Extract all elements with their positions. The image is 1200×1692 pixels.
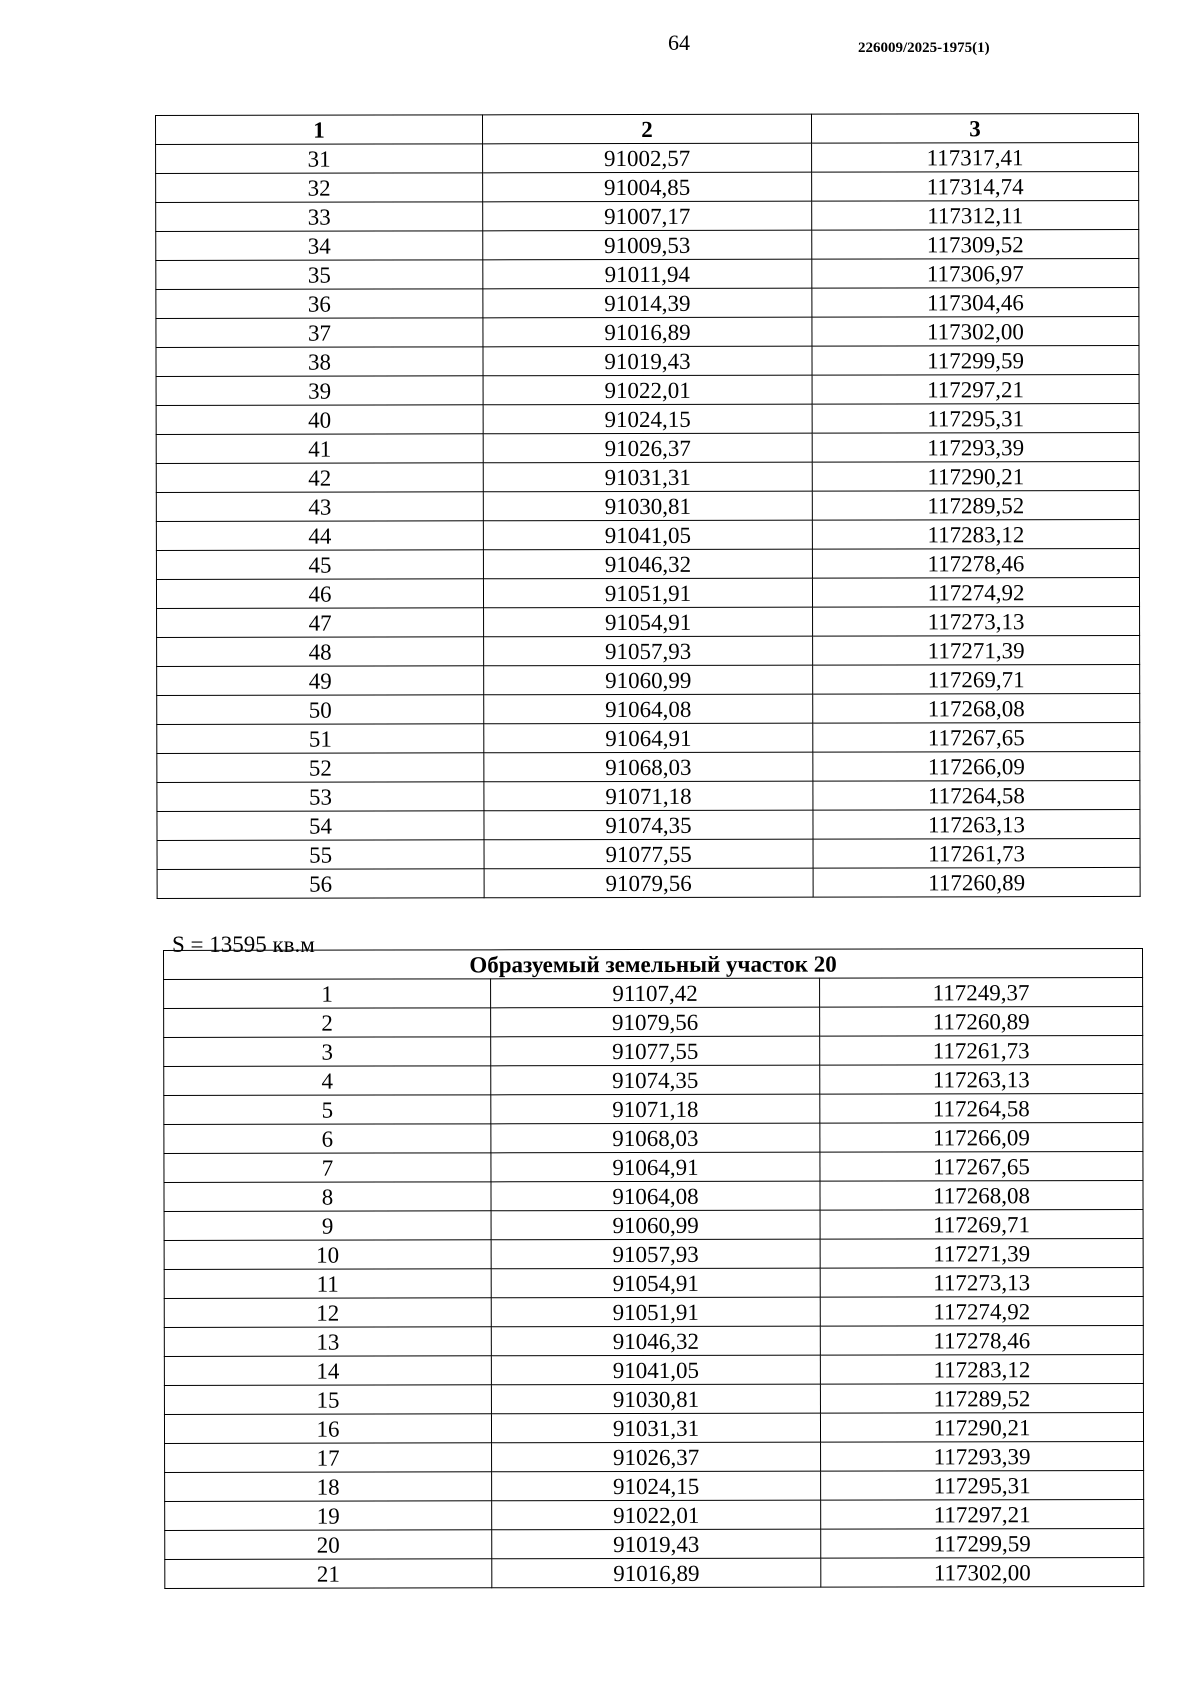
y-coordinate-cell: 117314,74 bbox=[812, 171, 1139, 201]
point-number-cell: 41 bbox=[156, 434, 483, 464]
x-coordinate-cell: 91068,03 bbox=[484, 752, 813, 782]
x-coordinate-cell: 91077,55 bbox=[491, 1036, 820, 1066]
x-coordinate-cell: 91011,94 bbox=[483, 259, 812, 289]
y-coordinate-cell: 117299,59 bbox=[821, 1528, 1144, 1558]
y-coordinate-cell: 117299,59 bbox=[812, 345, 1139, 375]
table-row bbox=[157, 664, 1140, 695]
point-number-cell: 6 bbox=[164, 1124, 491, 1154]
point-number-cell: 4 bbox=[164, 1066, 491, 1096]
point-number-cell: 11 bbox=[164, 1269, 491, 1299]
point-number-cell: 10 bbox=[164, 1240, 491, 1270]
point-number-cell: 8 bbox=[164, 1182, 491, 1212]
x-coordinate-cell: 91024,15 bbox=[483, 404, 812, 434]
point-number-cell: 52 bbox=[157, 753, 484, 783]
y-coordinate-cell: 117271,39 bbox=[813, 635, 1140, 665]
x-coordinate-cell: 91071,18 bbox=[491, 1094, 820, 1124]
point-number-cell: 34 bbox=[156, 231, 483, 261]
table-row bbox=[165, 1470, 1144, 1501]
x-coordinate-cell: 91002,57 bbox=[483, 143, 812, 173]
table-row bbox=[164, 1006, 1143, 1037]
x-coordinate-cell: 91014,39 bbox=[483, 288, 812, 318]
y-coordinate-cell: 117264,58 bbox=[813, 780, 1140, 810]
x-coordinate-cell: 91071,18 bbox=[484, 781, 813, 811]
table-body bbox=[156, 142, 1141, 898]
table-row bbox=[157, 809, 1140, 840]
x-coordinate-cell: 91077,55 bbox=[484, 839, 813, 869]
point-number-cell: 31 bbox=[156, 144, 483, 174]
point-number-cell: 37 bbox=[156, 318, 483, 348]
y-coordinate-cell: 117297,21 bbox=[812, 374, 1139, 404]
table-row bbox=[165, 1499, 1144, 1530]
parcel-title: Образуемый земельный участок 20 bbox=[164, 948, 1143, 979]
x-coordinate-cell: 91024,15 bbox=[492, 1471, 821, 1501]
point-number-cell: 2 bbox=[164, 1008, 491, 1038]
y-coordinate-cell: 117261,73 bbox=[813, 838, 1140, 868]
page-number: 64 bbox=[668, 30, 690, 55]
point-number-cell: 43 bbox=[156, 492, 483, 522]
x-coordinate-cell: 91057,93 bbox=[491, 1239, 820, 1269]
point-number-cell: 5 bbox=[164, 1095, 491, 1125]
column-header: 3 bbox=[811, 113, 1138, 143]
table-row bbox=[157, 751, 1140, 782]
point-number-cell: 18 bbox=[165, 1472, 492, 1502]
table-row bbox=[156, 461, 1139, 492]
table-row bbox=[156, 142, 1139, 173]
y-coordinate-cell: 117266,09 bbox=[820, 1122, 1143, 1152]
x-coordinate-cell: 91041,05 bbox=[491, 1355, 820, 1385]
y-coordinate-cell: 117260,89 bbox=[813, 867, 1140, 897]
point-number-cell: 42 bbox=[156, 463, 483, 493]
x-coordinate-cell: 91030,81 bbox=[491, 1384, 820, 1414]
x-coordinate-cell: 91046,32 bbox=[491, 1326, 820, 1356]
x-coordinate-cell: 91051,91 bbox=[491, 1297, 820, 1327]
table-row bbox=[164, 1325, 1143, 1356]
point-number-cell: 45 bbox=[156, 550, 483, 580]
x-coordinate-cell: 91060,99 bbox=[484, 665, 813, 695]
y-coordinate-cell: 117293,39 bbox=[812, 432, 1139, 462]
table-row bbox=[164, 1035, 1143, 1066]
point-number-cell: 38 bbox=[156, 347, 483, 377]
area-note: S = 13595 кв.м bbox=[172, 932, 315, 957]
x-coordinate-cell: 91054,91 bbox=[484, 607, 813, 637]
table-row bbox=[164, 1412, 1143, 1443]
x-coordinate-cell: 91009,53 bbox=[483, 230, 812, 260]
point-number-cell: 50 bbox=[157, 695, 484, 725]
y-coordinate-cell: 117261,73 bbox=[820, 1035, 1143, 1065]
x-coordinate-cell: 91064,91 bbox=[484, 723, 813, 753]
table-row bbox=[157, 635, 1140, 666]
table-row bbox=[156, 200, 1139, 231]
table-row bbox=[156, 258, 1139, 289]
column-header: 2 bbox=[483, 114, 812, 144]
y-coordinate-cell: 117302,00 bbox=[821, 1557, 1144, 1587]
point-number-cell: 15 bbox=[164, 1385, 491, 1415]
x-coordinate-cell: 91064,08 bbox=[491, 1181, 820, 1211]
y-coordinate-cell: 117268,08 bbox=[820, 1180, 1143, 1210]
x-coordinate-cell: 91068,03 bbox=[491, 1123, 820, 1153]
point-number-cell: 17 bbox=[165, 1443, 492, 1473]
table-row bbox=[156, 490, 1139, 521]
parcel-20-coordinates-table bbox=[163, 948, 1144, 1589]
table-row bbox=[156, 171, 1139, 202]
x-coordinate-cell: 91031,31 bbox=[483, 462, 812, 492]
y-coordinate-cell: 117274,92 bbox=[812, 577, 1139, 607]
table-row bbox=[164, 1238, 1143, 1269]
table-row bbox=[156, 345, 1139, 376]
y-coordinate-cell: 117263,13 bbox=[820, 1064, 1143, 1094]
y-coordinate-cell: 117269,71 bbox=[813, 664, 1140, 694]
x-coordinate-cell: 91031,31 bbox=[491, 1413, 820, 1443]
table-row bbox=[157, 693, 1140, 724]
table-row bbox=[156, 316, 1139, 347]
point-number-cell: 48 bbox=[157, 637, 484, 667]
y-coordinate-cell: 117312,11 bbox=[812, 200, 1139, 230]
x-coordinate-cell: 91064,08 bbox=[484, 694, 813, 724]
point-number-cell: 47 bbox=[157, 608, 484, 638]
table-row bbox=[156, 548, 1139, 579]
y-coordinate-cell: 117266,09 bbox=[813, 751, 1140, 781]
y-coordinate-cell: 117274,92 bbox=[820, 1296, 1143, 1326]
point-number-cell: 32 bbox=[156, 173, 483, 203]
point-number-cell: 55 bbox=[157, 840, 484, 870]
x-coordinate-cell: 91064,91 bbox=[491, 1152, 820, 1182]
table-row bbox=[156, 403, 1139, 434]
x-coordinate-cell: 91019,43 bbox=[483, 346, 812, 376]
column-header: 1 bbox=[156, 115, 483, 145]
point-number-cell: 53 bbox=[157, 782, 484, 812]
y-coordinate-cell: 117283,12 bbox=[820, 1354, 1143, 1384]
point-number-cell: 51 bbox=[157, 724, 484, 754]
x-coordinate-cell: 91016,89 bbox=[492, 1558, 821, 1588]
x-coordinate-cell: 91074,35 bbox=[484, 810, 813, 840]
x-coordinate-cell: 91019,43 bbox=[492, 1529, 821, 1559]
table-row bbox=[156, 577, 1139, 608]
y-coordinate-cell: 117269,71 bbox=[820, 1209, 1143, 1239]
document-id: 226009/2025-1975(1) bbox=[858, 40, 990, 56]
parcel-title-row bbox=[164, 948, 1143, 979]
y-coordinate-cell: 117297,21 bbox=[821, 1499, 1144, 1529]
x-coordinate-cell: 91051,91 bbox=[483, 578, 812, 608]
y-coordinate-cell: 117260,89 bbox=[820, 1006, 1143, 1036]
y-coordinate-cell: 117289,52 bbox=[820, 1383, 1143, 1413]
point-number-cell: 12 bbox=[164, 1298, 491, 1328]
point-number-cell: 39 bbox=[156, 376, 483, 406]
table-row bbox=[156, 432, 1139, 463]
y-coordinate-cell: 117278,46 bbox=[820, 1325, 1143, 1355]
table-row bbox=[157, 780, 1140, 811]
point-number-cell: 3 bbox=[164, 1037, 491, 1067]
point-number-cell: 1 bbox=[164, 979, 491, 1009]
coordinates-table-continued bbox=[155, 113, 1141, 899]
x-coordinate-cell: 91022,01 bbox=[492, 1500, 821, 1530]
y-coordinate-cell: 117264,58 bbox=[820, 1093, 1143, 1123]
table-row bbox=[164, 977, 1143, 1008]
table-row bbox=[156, 519, 1139, 550]
table-row bbox=[164, 1267, 1143, 1298]
x-coordinate-cell: 91030,81 bbox=[483, 491, 812, 521]
y-coordinate-cell: 117267,65 bbox=[813, 722, 1140, 752]
table-row bbox=[164, 1209, 1143, 1240]
table-row bbox=[164, 1093, 1143, 1124]
y-coordinate-cell: 117290,21 bbox=[820, 1412, 1143, 1442]
y-coordinate-cell: 117283,12 bbox=[812, 519, 1139, 549]
y-coordinate-cell: 117302,00 bbox=[812, 316, 1139, 346]
x-coordinate-cell: 91079,56 bbox=[484, 868, 813, 898]
y-coordinate-cell: 117267,65 bbox=[820, 1151, 1143, 1181]
table-row bbox=[164, 1296, 1143, 1327]
table-row bbox=[165, 1528, 1144, 1559]
point-number-cell: 49 bbox=[157, 666, 484, 696]
point-number-cell: 20 bbox=[165, 1530, 492, 1560]
table-row bbox=[164, 1151, 1143, 1182]
table-row bbox=[164, 1354, 1143, 1385]
point-number-cell: 36 bbox=[156, 289, 483, 319]
table-body bbox=[164, 977, 1144, 1588]
x-coordinate-cell: 91022,01 bbox=[483, 375, 812, 405]
y-coordinate-cell: 117317,41 bbox=[812, 142, 1139, 172]
point-number-cell: 16 bbox=[164, 1414, 491, 1444]
x-coordinate-cell: 91057,93 bbox=[484, 636, 813, 666]
y-coordinate-cell: 117263,13 bbox=[813, 809, 1140, 839]
table-row bbox=[164, 1064, 1143, 1095]
table-row bbox=[157, 606, 1140, 637]
point-number-cell: 13 bbox=[164, 1327, 491, 1357]
y-coordinate-cell: 117273,13 bbox=[820, 1267, 1143, 1297]
point-number-cell: 14 bbox=[164, 1356, 491, 1386]
x-coordinate-cell: 91074,35 bbox=[491, 1065, 820, 1095]
table-row bbox=[156, 287, 1139, 318]
y-coordinate-cell: 117293,39 bbox=[821, 1441, 1144, 1471]
point-number-cell: 19 bbox=[165, 1501, 492, 1531]
x-coordinate-cell: 91107,42 bbox=[491, 978, 820, 1008]
y-coordinate-cell: 117273,13 bbox=[813, 606, 1140, 636]
point-number-cell: 35 bbox=[156, 260, 483, 290]
table-header-row bbox=[156, 113, 1139, 144]
x-coordinate-cell: 91060,99 bbox=[491, 1210, 820, 1240]
point-number-cell: 40 bbox=[156, 405, 483, 435]
x-coordinate-cell: 91016,89 bbox=[483, 317, 812, 347]
y-coordinate-cell: 117271,39 bbox=[820, 1238, 1143, 1268]
point-number-cell: 33 bbox=[156, 202, 483, 232]
y-coordinate-cell: 117290,21 bbox=[812, 461, 1139, 491]
x-coordinate-cell: 91041,05 bbox=[483, 520, 812, 550]
x-coordinate-cell: 91004,85 bbox=[483, 172, 812, 202]
x-coordinate-cell: 91054,91 bbox=[491, 1268, 820, 1298]
table-row bbox=[157, 867, 1140, 898]
point-number-cell: 56 bbox=[157, 869, 484, 899]
point-number-cell: 44 bbox=[156, 521, 483, 551]
y-coordinate-cell: 117295,31 bbox=[812, 403, 1139, 433]
y-coordinate-cell: 117289,52 bbox=[812, 490, 1139, 520]
point-number-cell: 9 bbox=[164, 1211, 491, 1241]
y-coordinate-cell: 117295,31 bbox=[821, 1470, 1144, 1500]
table-row bbox=[157, 722, 1140, 753]
table-row bbox=[156, 374, 1139, 405]
table-row bbox=[165, 1557, 1144, 1588]
y-coordinate-cell: 117249,37 bbox=[820, 977, 1143, 1007]
x-coordinate-cell: 91007,17 bbox=[483, 201, 812, 231]
y-coordinate-cell: 117278,46 bbox=[812, 548, 1139, 578]
x-coordinate-cell: 91026,37 bbox=[483, 433, 812, 463]
point-number-cell: 21 bbox=[165, 1559, 492, 1589]
table-row bbox=[156, 229, 1139, 260]
point-number-cell: 46 bbox=[156, 579, 483, 609]
table-row bbox=[157, 838, 1140, 869]
x-coordinate-cell: 91026,37 bbox=[492, 1442, 821, 1472]
x-coordinate-cell: 91079,56 bbox=[491, 1007, 820, 1037]
table-row bbox=[165, 1441, 1144, 1472]
y-coordinate-cell: 117268,08 bbox=[813, 693, 1140, 723]
table-row bbox=[164, 1122, 1143, 1153]
y-coordinate-cell: 117306,97 bbox=[812, 258, 1139, 288]
y-coordinate-cell: 117304,46 bbox=[812, 287, 1139, 317]
table-row bbox=[164, 1180, 1143, 1211]
point-number-cell: 54 bbox=[157, 811, 484, 841]
y-coordinate-cell: 117309,52 bbox=[812, 229, 1139, 259]
x-coordinate-cell: 91046,32 bbox=[483, 549, 812, 579]
table-row bbox=[164, 1383, 1143, 1414]
point-number-cell: 7 bbox=[164, 1153, 491, 1183]
